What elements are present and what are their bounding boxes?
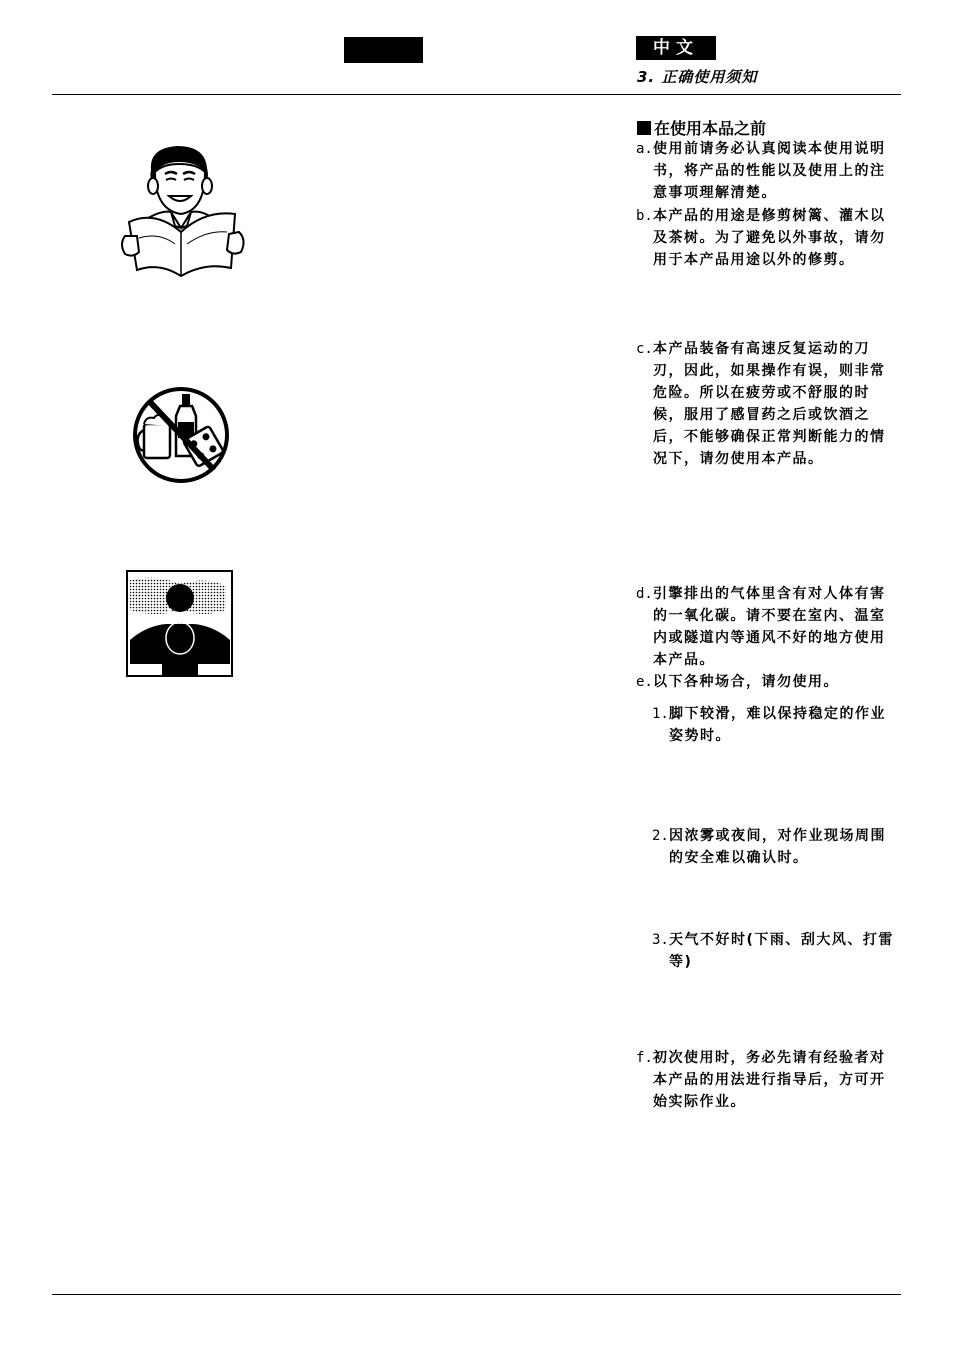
item-text: 引擎排出的气体里含有对人体有害的一氧化碳。请不要在室内、温室内或隧道内等通风不好的地方使用本产品。 [653, 586, 886, 668]
item-label: e. [636, 674, 653, 690]
sub-item-text: 因浓雾或夜间，对作业现场周围的安全难以确认时。 [669, 828, 886, 866]
no-alcohol-no-medicine-icon [130, 384, 232, 486]
square-bullet-icon [637, 121, 651, 135]
bottom-divider [52, 1294, 901, 1295]
sub-list-item [652, 703, 900, 747]
toxic-exhaust-gas-icon [126, 570, 234, 678]
item-text: 使用前请务必认真阅读本使用说明书，将产品的性能以及使用上的注意事项理解清楚。 [653, 141, 886, 201]
sub-list-item [652, 825, 900, 869]
list-item [636, 671, 898, 693]
sub-item-label: 2. [652, 828, 669, 844]
list-item [636, 1047, 898, 1113]
item-text: 本产品的用途是修剪树篱、灌木以及茶树。为了避免以外事故，请勿用于本产品用途以外的修剪。 [653, 208, 886, 268]
heading-text: 在使用本品之前 [654, 119, 767, 138]
item-label: d. [636, 586, 653, 602]
top-divider [52, 94, 901, 95]
list-item [636, 205, 898, 271]
list-item [636, 583, 898, 671]
sub-item-text: 脚下较滑，难以保持稳定的作业姿势时。 [669, 706, 886, 744]
item-label: c. [636, 341, 653, 357]
header-black-bar [344, 37, 423, 63]
sub-item-label: 3. [652, 932, 669, 948]
list-item [636, 138, 898, 204]
item-text: 初次使用时，务必先请有经验者对本产品的用法进行指导后，方可开始实际作业。 [653, 1050, 886, 1110]
list-item [636, 338, 898, 470]
section-heading [637, 116, 766, 139]
item-text: 本产品装备有高速反复运动的刀刃，因此，如果操作有误，则非常危险。所以在疲劳或不舒服的时候，服用了感冒药之后或饮酒之后，不能够确保正常判断能力的情况下，请勿使用本产品。 [653, 341, 886, 467]
sub-item-text: 天气不好时(下雨、刮大风、打雷等) [669, 932, 894, 970]
sub-item-label: 1. [652, 706, 669, 722]
person-reading-manual-icon [115, 140, 250, 280]
language-tab: 中文 [636, 36, 716, 60]
item-label: f. [636, 1050, 653, 1066]
section-title: 3. 正确使用须知 [637, 68, 758, 86]
item-label: a. [636, 141, 653, 157]
item-label: b. [636, 208, 653, 224]
item-text: 以下各种场合，请勿使用。 [653, 674, 839, 690]
sub-list-item [652, 929, 900, 973]
